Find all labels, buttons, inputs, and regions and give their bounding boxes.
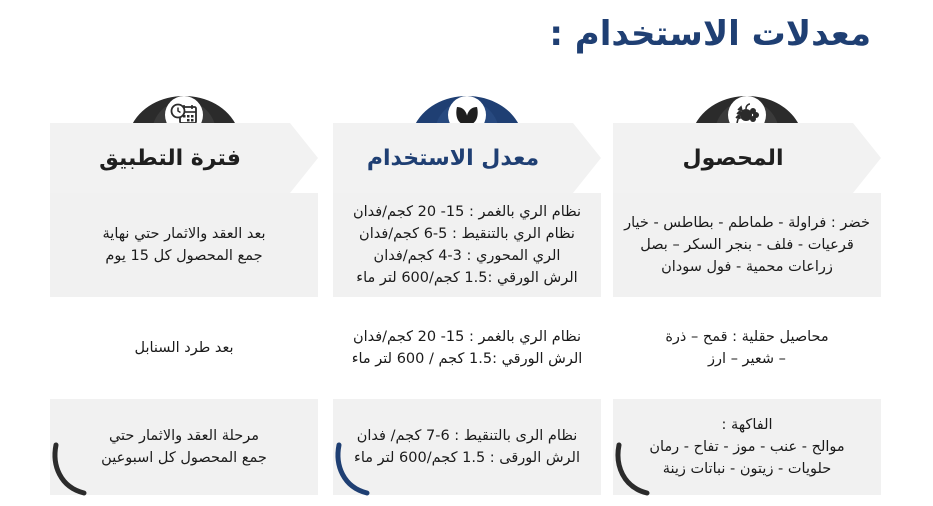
column-crop	[613, 75, 881, 495]
table-cell-period-row1: بعد العقد والاثمار حتي نهاية جمع المحصول كل 15 يوم	[50, 193, 318, 297]
header-label-application-period: فترة التطبيق	[99, 145, 241, 171]
corner-arc-decoration	[50, 441, 90, 497]
table-cell-crop-row3: الفاكهة : موالح - عنب - موز - تفاح - رمان حلويات - زيتون - نباتات زينة	[613, 399, 881, 495]
corner-arc-decoration	[333, 441, 373, 497]
table-cell-period-row2: بعد طرد السنابل	[50, 297, 318, 399]
column-application-period	[50, 75, 318, 495]
header-label-crop: المحصول	[682, 145, 784, 171]
column-header-crop	[613, 123, 881, 193]
column-header-usage-rate	[333, 123, 601, 193]
table-cell-usage-row2: نظام الري بالغمر : 15- 20 كجم/فدان الرش الورقي :1.5 كجم / 600 لتر ماء	[333, 297, 601, 399]
corner-arc-decoration	[613, 441, 653, 497]
table-cell-usage-row3: نظام الرى بالتنقيط : 6-7 كجم/ فدان الرش الورقى : 1.5 كجم/600 لتر ماء	[333, 399, 601, 495]
header-label-usage-rate: معدل الاستخدام	[366, 145, 540, 171]
table-cell-crop-row1: خضر : فراولة - طماطم - بطاطس - خيار قرعيات - فلف - بنجر السكر – بصل زراعات محمية - فول سودان	[613, 193, 881, 297]
column-header-application-period	[50, 123, 318, 193]
column-usage-rate	[333, 75, 601, 495]
slide-title: معدلات الاستخدام :	[549, 14, 871, 54]
table-cell-crop-row2: محاصيل حقلية : قمح – ذرة – شعير – ارز	[613, 297, 881, 399]
table-cell-usage-row1: نظام الري بالغمر : 15- 20 كجم/فدان نظام الري بالتنقيط : 5-6 كجم/فدان الري المحوري : 3-4 كجم/فدان الرش الورقي :1.5 كجم/600 لتر ماء	[333, 193, 601, 297]
table-cell-period-row3: مرحلة العقد والاثمار حتي جمع المحصول كل اسبوعين	[50, 399, 318, 495]
